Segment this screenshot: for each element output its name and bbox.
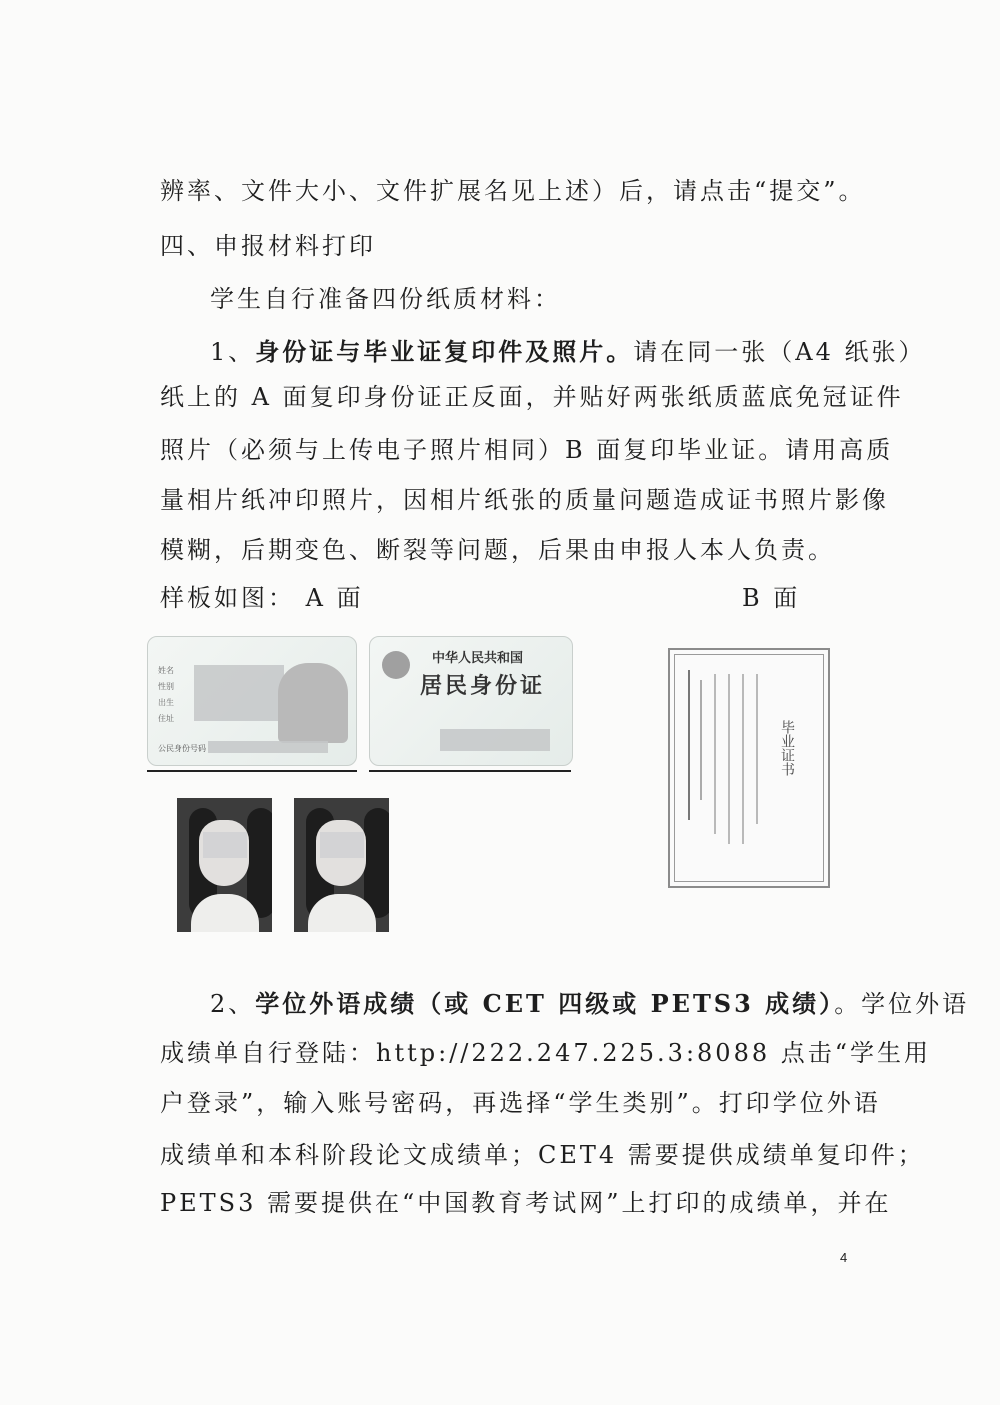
photo-face-blur <box>320 832 364 858</box>
text-line-14: PETS3 需要提供在“中国教育考试网”上打印的成绩单，并在 <box>160 1189 892 1217</box>
photo-hair <box>247 808 272 918</box>
diploma-text-column <box>714 674 716 834</box>
item-2-line <box>210 989 969 1019</box>
id-card-back-line1: 中华人民共和国 <box>432 651 524 666</box>
diploma-text-column <box>700 680 702 800</box>
divider <box>369 770 571 772</box>
id-card-back-line2: 居民身份证 <box>420 673 546 699</box>
id-card-front-fields: 姓名 性别 出生 住址 <box>158 666 174 723</box>
diploma-text-column <box>728 674 730 844</box>
id-card-number-label: 公民身份号码 <box>158 744 206 753</box>
photo-face-blur <box>203 832 247 858</box>
text-line-11: 成绩单自行登陆：http://222.247.225.3:8088 点击“学生用 <box>160 1039 932 1067</box>
id-card-front <box>147 636 357 766</box>
text-line-6: 照片（必须与上传电子照片相同）B 面复印毕业证。请用高质 <box>160 436 894 464</box>
sample-label-a: 样板如图： A 面 <box>160 584 364 612</box>
item-1-text: 请在同一张（A4 纸张） <box>633 338 926 366</box>
item-1-number: 1、 <box>210 338 256 366</box>
id-card-portrait <box>278 663 348 743</box>
id-card-back-blur <box>440 729 550 751</box>
national-emblem-icon <box>382 651 410 679</box>
diploma-title: 毕业证书 <box>779 720 795 776</box>
diploma-text-column <box>756 674 758 824</box>
text-line-1: 辨率、文件大小、文件扩展名见上述）后，请点击“提交”。 <box>160 177 866 205</box>
diploma-text-column <box>742 674 744 844</box>
text-line-5: 纸上的 A 面复印身份证正反面，并贴好两张纸质蓝底免冠证件 <box>160 383 904 411</box>
id-photo-2 <box>294 798 389 932</box>
id-card-back <box>369 636 573 766</box>
text-line-3: 学生自行准备四份纸质材料： <box>210 285 561 313</box>
id-card-number-blur <box>208 741 328 753</box>
id-photo-1 <box>177 798 272 932</box>
id-card-front-blur <box>194 665 284 721</box>
item-2-number: 2、 <box>210 990 256 1018</box>
diploma-copy <box>668 648 830 888</box>
text-line-13: 成绩单和本科阶段论文成绩单；CET4 需要提供成绩单复印件； <box>160 1141 925 1169</box>
text-line-7: 量相片纸冲印照片，因相片纸张的质量问题造成证书照片影像 <box>160 486 889 514</box>
item-2-title: 学位外语成绩（或 CET 四级或 PETS3 成绩） <box>255 989 835 1018</box>
section-heading: 四、申报材料打印 <box>160 232 376 260</box>
photo-hair <box>364 808 389 918</box>
diploma-text-column <box>688 670 690 820</box>
sample-label-b: B 面 <box>742 584 801 612</box>
item-1-line <box>210 337 926 367</box>
item-2-text: 。学位外语 <box>834 990 970 1018</box>
divider <box>147 770 357 772</box>
item-1-title: 身份证与毕业证复印件及照片。 <box>255 337 634 366</box>
page-number: 4 <box>840 1250 848 1265</box>
text-line-8: 模糊，后期变色、断裂等问题，后果由申报人本人负责。 <box>160 536 835 564</box>
text-line-12: 户登录”，输入账号密码，再选择“学生类别”。打印学位外语 <box>160 1089 881 1117</box>
